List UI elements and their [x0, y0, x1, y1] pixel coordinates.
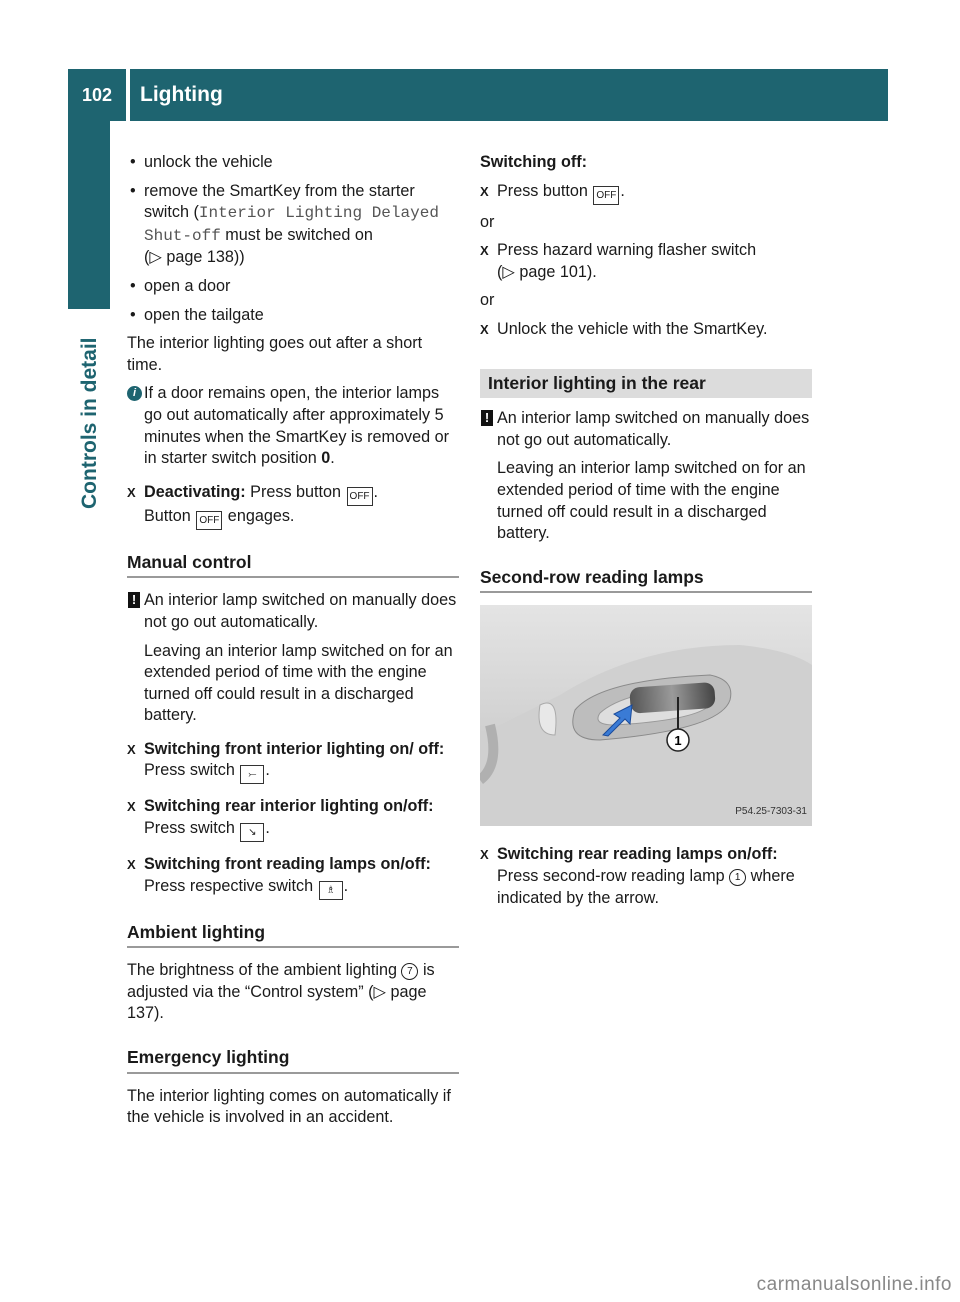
section-heading: Emergency lighting	[127, 1047, 459, 1074]
reading-lamp-photo	[480, 605, 812, 826]
info-note: i If a door remains open, the interior lamps go out automatically after approximately 5 minutes when the SmartKey is removed or in starter switch position 0.	[127, 383, 459, 469]
page-header	[68, 69, 888, 121]
left-column	[127, 152, 459, 1136]
instruction-step: X Switching rear reading lamps on/off: Press second-row reading lamp 1 where indicated by the arrow.	[480, 844, 812, 909]
list-item: • open a door	[127, 276, 459, 298]
subheading: Switching off:	[480, 153, 587, 171]
instruction-step: X Unlock the vehicle with the SmartKey.	[480, 319, 812, 341]
off-switch-icon: OFF	[196, 511, 222, 530]
watermark: carmanualsonline.info	[756, 1274, 952, 1295]
list-item: • remove the SmartKey from the starter switch (Interior Lighting Delayed Shut-off must be switched on (▷ page 138))	[127, 181, 459, 269]
setting-name: Interior Lighting Delayed Shut-off	[144, 204, 439, 245]
info-icon: i	[127, 386, 142, 401]
page-title: Lighting	[140, 83, 223, 106]
body-text: or	[480, 291, 495, 310]
instruction-step: X Switching rear interior lighting on/off: Press switch ↘ .	[127, 796, 459, 842]
instruction-step: X Switching front reading lamps on/off: Press respective switch ♗ .	[127, 854, 459, 900]
body-text: Leaving an interior lamp switched on for an extended period of time with the engine turned off could result in a discharged battery.	[497, 459, 806, 543]
warning-note: ! An interior lamp switched on manually does not go out automatically.	[127, 590, 459, 633]
sidebar-tab	[68, 121, 110, 309]
right-column	[480, 152, 812, 916]
body-text: Leaving an interior lamp switched on for an extended period of time with the engine turned off could result in a discharged battery.	[144, 641, 453, 725]
page-ref[interactable]: (▷ page 101).	[497, 262, 597, 281]
reading-lamp-illustration	[480, 605, 812, 826]
instruction-step: X Press button OFF .	[480, 181, 812, 205]
body-text: or	[480, 212, 495, 231]
page-ref[interactable]: (▷ page 138))	[144, 248, 245, 267]
callout-marker: 1	[729, 869, 746, 886]
list-item: • open the tailgate	[127, 305, 459, 327]
off-switch-icon: OFF	[347, 487, 373, 506]
warning-icon: !	[128, 592, 140, 608]
callout-marker: 7	[401, 963, 418, 980]
warning-icon: !	[481, 410, 493, 426]
off-switch-icon: OFF	[593, 186, 619, 205]
body-text: The interior lighting goes out after a short time.	[127, 334, 423, 374]
page-number: 102	[81, 84, 113, 105]
body-text: The interior lighting comes on automatically if the vehicle is involved in an accident.	[127, 1086, 451, 1127]
instruction-step: X Press hazard warning flasher switch (▷ page 101).	[480, 240, 812, 283]
rear-light-switch-icon: ↘	[240, 823, 264, 842]
body-text: The brightness of the ambient lighting 7 is adjusted via the “Control system” (▷ page 137).	[127, 961, 435, 1023]
reading-lamp-switch-icon: ♗	[319, 881, 343, 900]
instruction-step: X Deactivating: Press button OFF . Button OFF engages.	[127, 482, 459, 530]
header-separator	[126, 69, 130, 121]
photo-caption: P54.25-7303-31	[735, 805, 807, 817]
section-heading: Manual control	[127, 552, 459, 579]
list-item: • unlock the vehicle	[127, 152, 459, 174]
warning-note: ! An interior lamp switched on manually does not go out automatically.	[480, 408, 812, 451]
photo-marker: 1	[674, 733, 682, 749]
sidebar-label: Controls in detail	[78, 337, 101, 509]
section-heading: Ambient lighting	[127, 922, 459, 949]
section-heading: Interior lighting in the rear	[480, 369, 812, 399]
instruction-step: X Switching front interior lighting on/ off: Press switch ⤚ .	[127, 739, 459, 785]
section-heading: Second-row reading lamps	[480, 567, 812, 594]
front-light-switch-icon: ⤚	[240, 765, 264, 784]
